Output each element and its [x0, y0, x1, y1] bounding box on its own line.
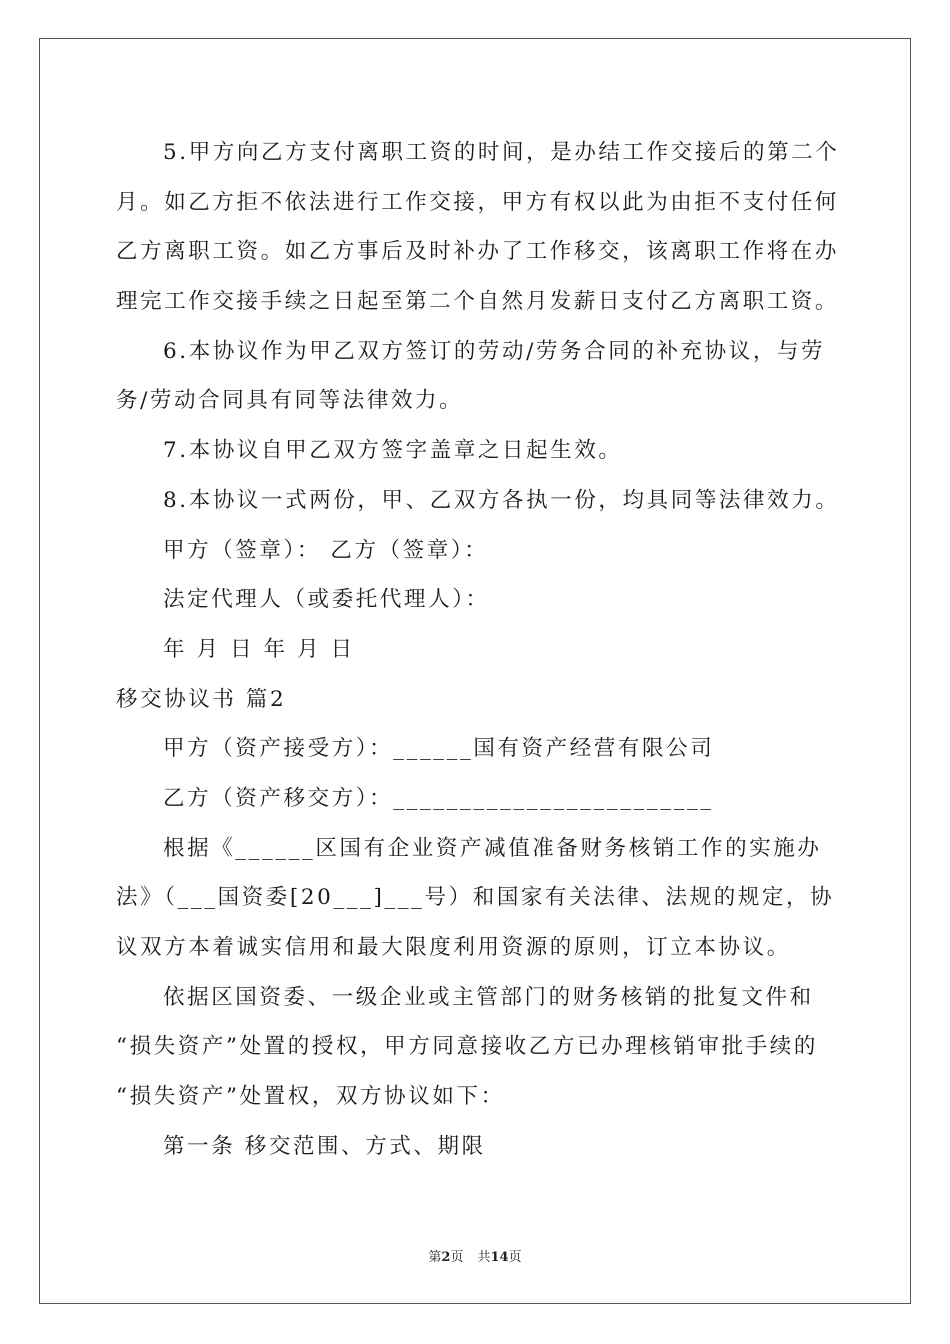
paragraph-line: “损失资产”处置的授权，甲方同意接收乙方已办理核销审批手续的	[116, 1034, 818, 1060]
paragraph-line: 依据区国资委、一级企业或主管部门的财务核销的批复文件和	[163, 984, 814, 1010]
paragraph-line: 6.本协议作为甲乙双方签订的劳动/劳务合同的补充协议，与劳	[163, 338, 826, 364]
paragraph-line: 月。如乙方拒不依法进行工作交接，甲方有权以此为由拒不支付任何	[116, 189, 840, 215]
paragraph-line: “损失资产”处置权，双方协议如下：	[116, 1084, 505, 1110]
agent-line: 法定代理人（或委托代理人）：	[163, 587, 490, 613]
party-b-line: 乙方（资产移交方）：________________________	[163, 785, 714, 811]
page-prefix: 第	[428, 1250, 442, 1265]
paragraph-line: 5.甲方向乙方支付离职工资的时间，是办结工作交接后的第二个	[163, 140, 840, 165]
total-suffix: 页	[508, 1250, 522, 1265]
paragraph-line: 7.本协议自甲乙双方签字盖章之日起生效。	[163, 438, 623, 464]
party-a-line: 甲方（资产接受方）：______国有资产经营有限公司	[163, 736, 715, 762]
paragraph-line: 乙方离职工资。如乙方事后及时补办了工作移交，该离职工作将在办	[116, 239, 840, 265]
document-body	[116, 128, 840, 1171]
paragraph-line: 议双方本着诚实信用和最大限度利用资源的原则，订立本协议。	[116, 935, 791, 960]
paragraph-line: 务/劳动合同具有同等法律效力。	[116, 388, 464, 414]
page-total: 14	[490, 1250, 509, 1265]
paragraph-line: 根据《______区国有企业资产减值准备财务核销工作的实施办	[163, 835, 822, 861]
date-line: 年 月 日 年 月 日	[163, 636, 355, 662]
article-heading: 第一条 移交范围、方式、期限	[163, 1133, 486, 1159]
total-prefix: 共	[477, 1250, 491, 1265]
page-footer	[0, 1246, 950, 1265]
page-current: 2	[441, 1250, 451, 1265]
section-heading: 移交协议书 篇2	[116, 686, 287, 712]
paragraph-line: 理完工作交接手续之日起至第二个自然月发薪日支付乙方离职工资。	[116, 289, 840, 315]
paragraph-line: 法》（___国资委[20___]___号）和国家有关法律、法规的规定，协	[116, 885, 835, 911]
signature-line: 甲方（签章）： 乙方（签章）：	[163, 537, 489, 563]
page-suffix: 页	[450, 1250, 464, 1265]
paragraph-line: 8.本协议一式两份，甲、乙双方各执一份，均具同等法律效力。	[163, 487, 840, 513]
